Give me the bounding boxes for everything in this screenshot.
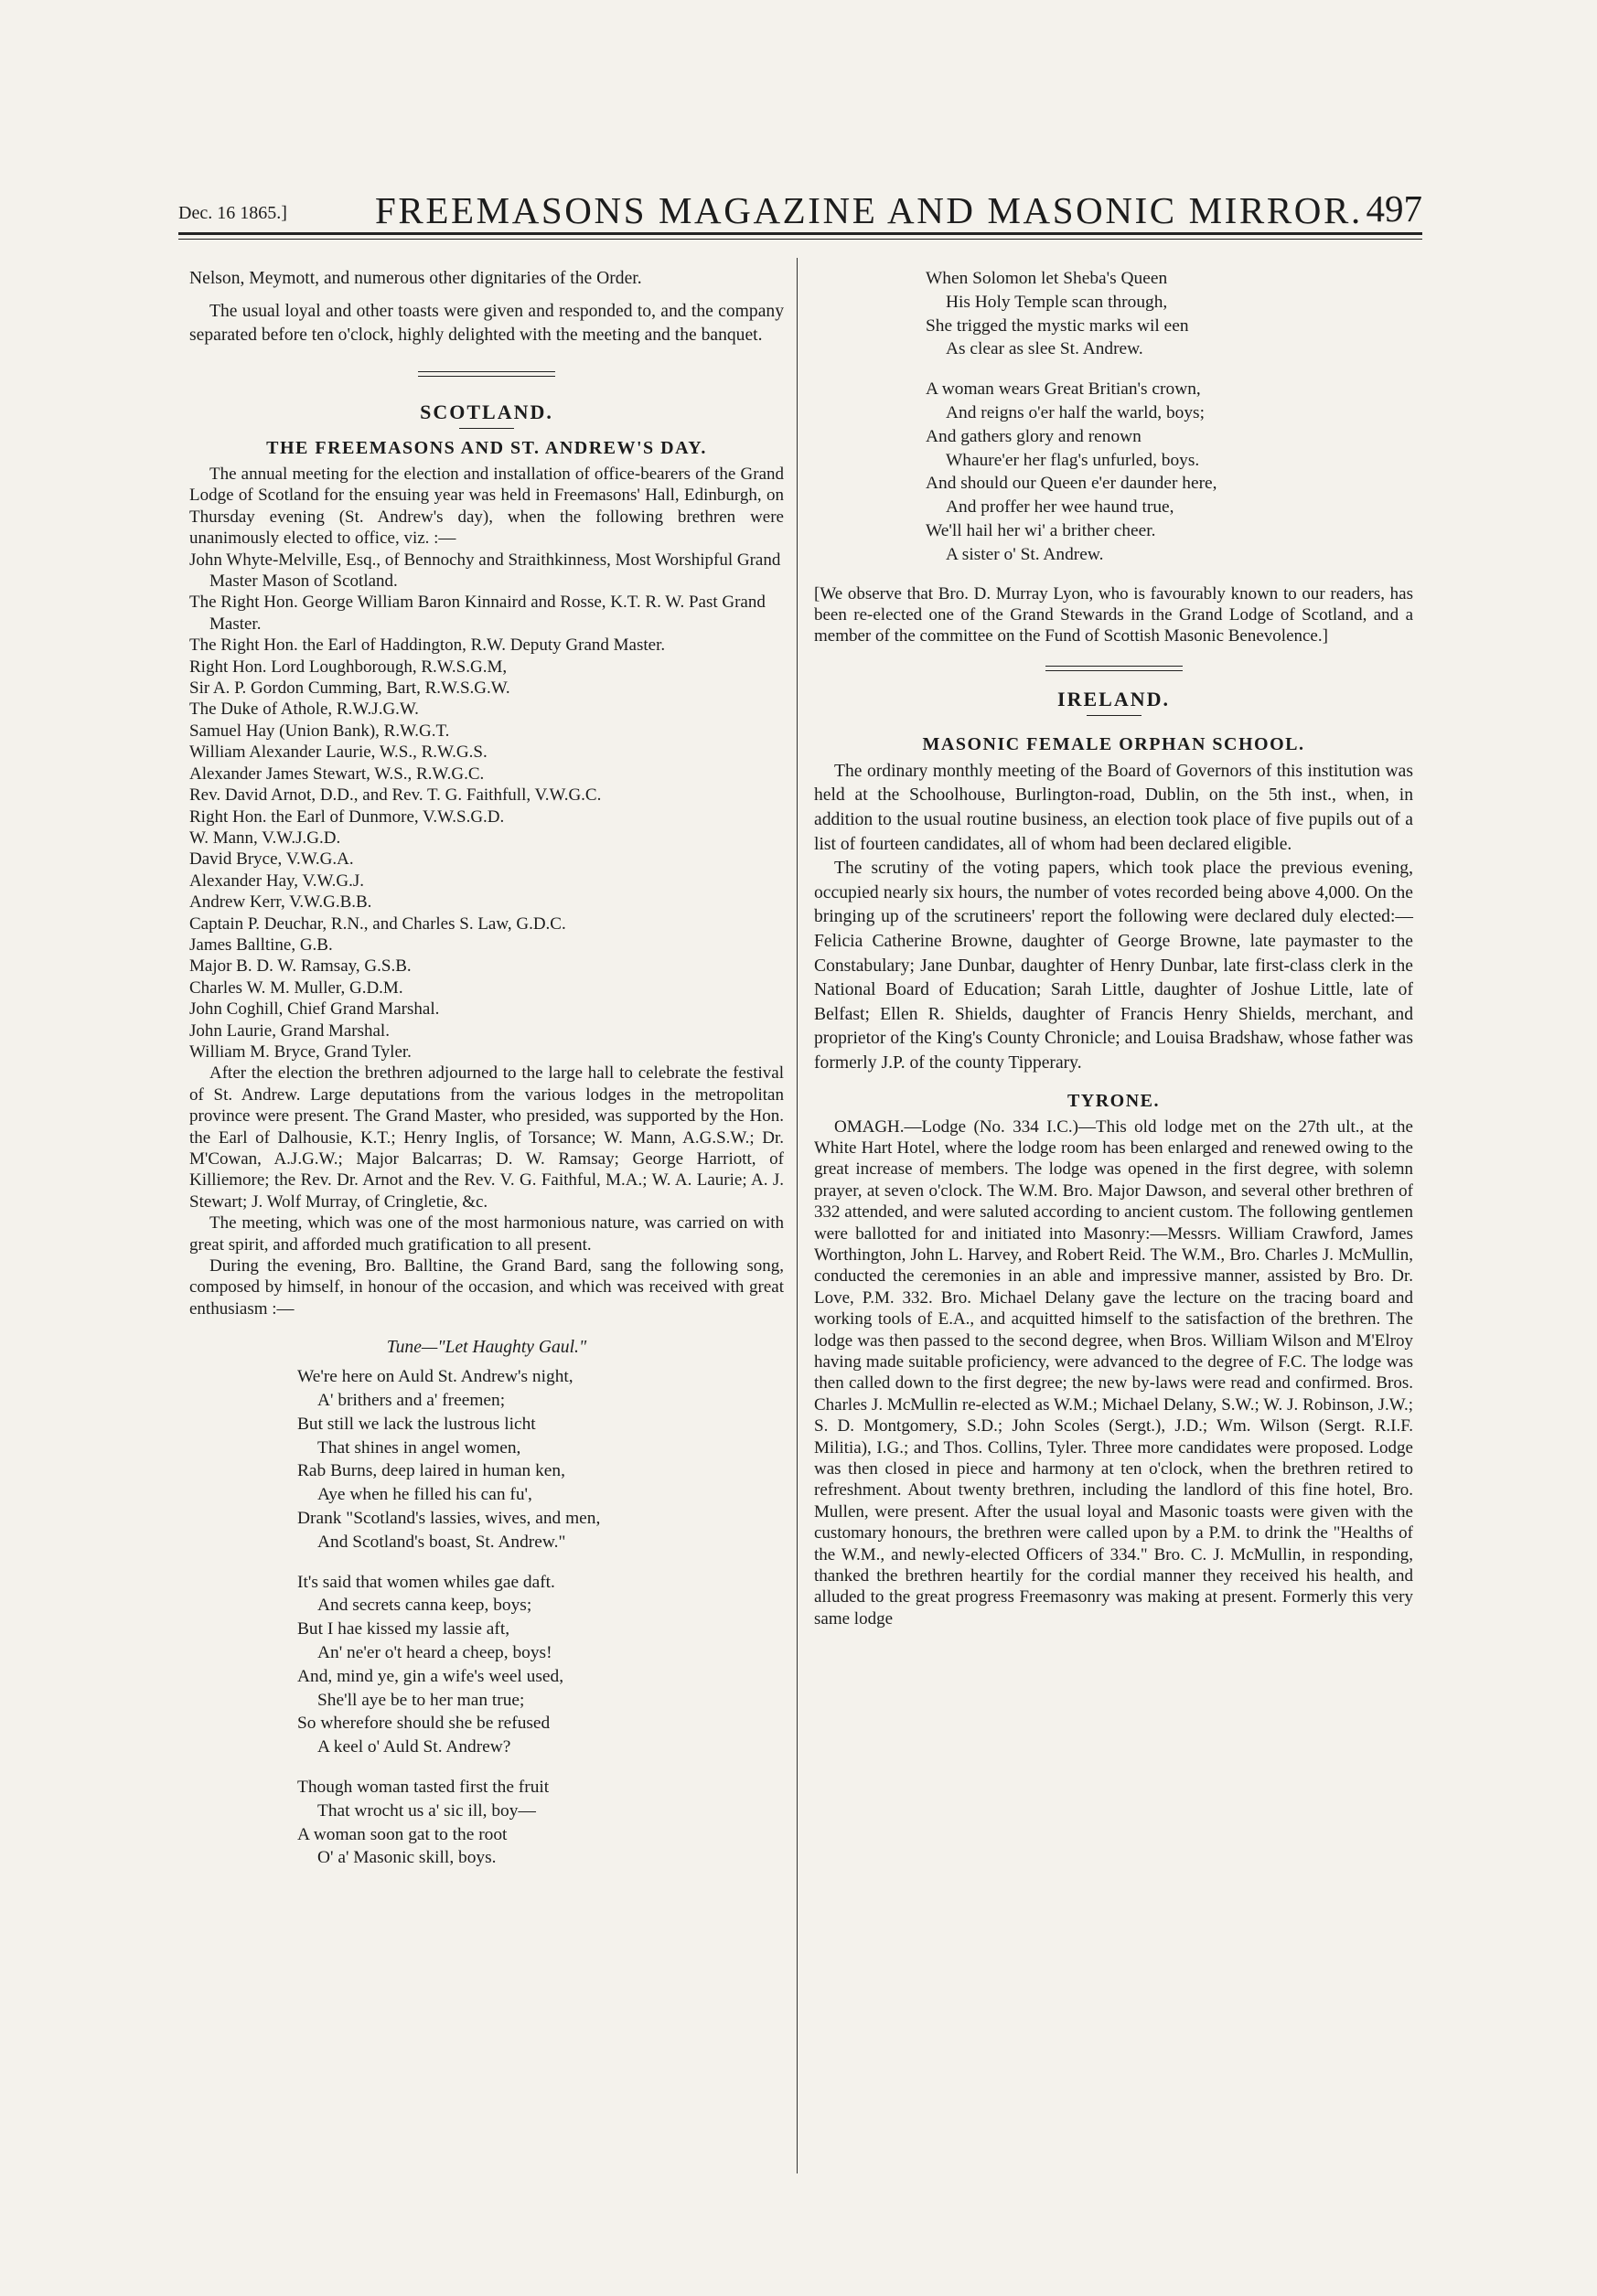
verse-line: Whaure'er her flag's unfurled, boys.: [946, 450, 1200, 470]
list-item: David Bryce, V.W.G.A.: [189, 849, 354, 870]
right-column: [814, 267, 1413, 1629]
left-column: [189, 267, 784, 1870]
verse-line: O' a' Masonic skill, boys.: [317, 1848, 497, 1868]
verse-line: We're here on Auld St. Andrew's night,: [297, 1367, 573, 1387]
song-stanza-5: [926, 378, 1413, 566]
article-subtitle-orphan-school: MASONIC FEMALE ORPHAN SCHOOL.: [922, 733, 1305, 754]
harmony-paragraph: The meeting, which was one of the most harmonious nature, was carried on with great spirit, and afforded much gratification to all present.: [189, 1213, 784, 1255]
title-rule: [459, 428, 514, 429]
list-item: The Right Hon. the Earl of Haddington, R.W. Deputy Grand Master.: [189, 635, 666, 656]
section-title-ireland: IRELAND.: [1057, 687, 1170, 710]
list-item: W. Mann, V.W.J.G.D.: [189, 828, 341, 848]
section-separator: [1045, 666, 1183, 671]
column-divider: [797, 258, 798, 2173]
title-rule: [1087, 715, 1141, 716]
list-item: Charles W. M. Muller, G.D.M.: [189, 977, 403, 998]
verse-line: When Solomon let Sheba's Queen: [926, 269, 1168, 288]
verse-line: We'll hail her wi' a brither cheer.: [926, 520, 1156, 540]
verse-line: As clear as slee St. Andrew.: [946, 339, 1143, 359]
verse-line: But I hae kissed my lassie aft,: [297, 1619, 510, 1639]
list-item: John Laurie, Grand Marshal.: [189, 1020, 390, 1041]
song-stanza-4: [926, 267, 1413, 361]
list-item: James Balltine, G.B.: [189, 934, 333, 955]
masthead-title: FREEMASONS MAGAZINE AND MASONIC MIRROR.: [375, 189, 1363, 231]
verse-line: A' brithers and a' freemen;: [317, 1391, 506, 1411]
song-intro-paragraph: During the evening, Bro. Balltine, the Grand Bard, sang the following song, composed by himself, in honour of the occasion, and which was received with great enthusiasm :—: [189, 1256, 784, 1319]
list-item: William M. Bryce, Grand Tyler.: [189, 1041, 412, 1062]
verse-line: She'll aye be to her man true;: [317, 1690, 525, 1710]
verse-line: That wrocht us a' sic ill, boy—: [317, 1800, 536, 1821]
verse-line: But still we lack the lustrous licht: [297, 1414, 536, 1434]
officers-list: [189, 550, 784, 1063]
song-stanza-2: [297, 1571, 784, 1759]
verse-line: Aye when he filled his can fu',: [317, 1485, 532, 1505]
ordinary-meeting-paragraph: The ordinary monthly meeting of the Board of Governors of this institution was held at the Schoolhouse, Burlington-road, Dublin, on the 5th inst., when, in addition to the usual routine business, an election took place of five pupils out of a list of fourteen candidates, all of whom had been declared eligible.: [814, 761, 1413, 854]
section-separator: [418, 371, 555, 377]
list-item: Andrew Kerr, V.W.G.B.B.: [189, 892, 372, 913]
issue-date: Dec. 16 1865.]: [178, 203, 287, 223]
page-number: 497: [1366, 187, 1422, 230]
header-rule-thin: [178, 239, 1422, 240]
verse-line: A woman wears Great Britian's crown,: [926, 379, 1201, 400]
verse-line: Rab Burns, deep laired in human ken,: [297, 1461, 565, 1481]
verse-line: And, mind ye, gin a wife's weel used,: [297, 1666, 564, 1686]
list-item: The Duke of Athole, R.W.J.G.W.: [189, 699, 419, 720]
list-item: Sir A. P. Gordon Cumming, Bart, R.W.S.G.W.: [189, 678, 510, 699]
verse-line: His Holy Temple scan through,: [946, 292, 1168, 312]
page-header: [178, 183, 1422, 229]
list-item: Samuel Hay (Union Bank), R.W.G.T.: [189, 721, 450, 741]
scrutiny-paragraph: The scrutiny of the voting papers, which took place the previous evening, occupied nearly six hours, the number of votes recorded being above 4,000. On the bringing up of the scrutineers' report the following were declared duly elected:— Felicia Catherine Browne, daughter of George Browne, late paymaster to the Constabulary; Jane Dunbar, daughter of Henry Dunbar, late first-class clerk in the National Board of Education; Sarah Little, daughter of Joshue Little, late of Belfast; Ellen R. Shields, daughter of Francis Henry Shields, merchant, and proprietor of the King's County Chronicle; and Louisa Bradshaw, whose father was formerly J.P. of the county Tipperary.: [814, 859, 1413, 1073]
editor-note: [We observe that Bro. D. Murray Lyon, who is favourably known to our readers, has been re-elected one of the Grand Stewards in the Grand Lodge of Scotland, and a member of the committee on the Fund of Scottish Masonic Benevolence.]: [814, 583, 1413, 646]
song-stanza-3: [297, 1776, 784, 1870]
verse-line: And reigns o'er half the warld, boys;: [946, 402, 1205, 422]
list-item: Right Hon. the Earl of Dunmore, V.W.S.G.D.: [189, 806, 505, 827]
verse-line: And secrets canna keep, boys;: [317, 1596, 532, 1616]
verse-line: A keel o' Auld St. Andrew?: [317, 1737, 511, 1757]
verse-line: An' ne'er o't heard a cheep, boys!: [317, 1643, 552, 1663]
omagh-lodge-paragraph: OMAGH.—Lodge (No. 334 I.C.)—This old lodge met on the 27th ult., at the White Hart Hotel, where the lodge room has been enlarged and renewed owing to the great increase of members. The lodge was opened in the first degree, with solemn prayer, at seven o'clock. The W.M. Bro. Major Dawson, and several other brethren of 332 attended, and were saluted according to ancient custom. The following gentlemen were ballotted for and initiated into Masonry:—Messrs. William Crawford, James Worthington, John L. Harvey, and Robert Reid. The W.M., Bro. Charles J. McMullin, conducted the ceremonies in an able and impressive manner, assisted by Bro. Dr. Love, P.M. 332. Bro. Michael Delany gave the lecture on the tracing board and working tools of E.A., and acquitted himself to the satisfaction of the brethren. The lodge was then passed to the second degree, when Bros. William Wilson and M'Elroy having made suitable proficiency, were advanced to the degree of F.C. The lodge was then called down to the first degree; the new by-laws were read and confirmed. Bros. Charles J. McMullin re-elected as W.M.; Michael Delany, S.W.; W. J. Robinson, J.W.; S. D. Montgomery, S.D.; John Scoles (Sergt.), J.D.; Wm. Wilson (Sergt. R.I.F. Militia), I.G.; and Thos. Collins, Tyler. Three more candidates were proposed. Lodge was then closed in piece and harmony at ten o'clock, when the brethren retired to refreshment. About twenty brethren, including the landlord of this fine hotel, Bro. Mullen, were present. After the usual loyal and Masonic toasts were given with the customary honours, the brethren were called upon by a P.M. to drink the "Healths of the W.M., and newly-elected Officers of 334." Bro. C. J. McMullin, in responding, thanked the brethren heartily for the cordial manner they received his health, and alluded to the great progress Freemasonry was making at present. Formerly this very same lodge: [814, 1116, 1413, 1629]
list-item: Rev. David Arnot, D.D., and Rev. T. G. Faithfull, V.W.G.C.: [189, 785, 602, 806]
verse-line: She trigged the mystic marks wil een: [926, 315, 1189, 336]
verse-line: And proffer her wee haund true,: [946, 497, 1174, 518]
intro-paragraph-1: Nelson, Meymott, and numerous other dignitaries of the Order.: [189, 269, 642, 288]
list-item: William Alexander Laurie, W.S., R.W.G.S.: [189, 742, 488, 763]
verse-line: Though woman tasted first the fruit: [297, 1778, 550, 1797]
header-rule: [178, 232, 1422, 235]
song-stanza-1: [297, 1365, 784, 1554]
list-item: Captain P. Deuchar, R.N., and Charles S. Law, G.D.C.: [189, 913, 566, 934]
article-subtitle: THE FREEMASONS AND ST. ANDREW'S DAY.: [266, 438, 707, 458]
list-item: Major B. D. W. Ramsay, G.S.B.: [189, 956, 412, 977]
verse-line: Drank "Scotland's lassies, wives, and men,: [297, 1509, 601, 1529]
verse-line: A woman soon gat to the root: [297, 1824, 508, 1844]
meeting-paragraph: The annual meeting for the election and installation of office-bearers of the Grand Lodge of Scotland for the ensuing year was held in Freemasons' Hall, Edinburgh, on Thursday evening (St. Andrew's day), when the following brethren were unanimously elected to office, viz. :—: [189, 465, 784, 549]
intro-paragraph-2: The usual loyal and other toasts were given and responded to, and the company separated before ten o'clock, highly delighted with the meeting and the banquet.: [189, 302, 784, 345]
after-election-paragraph: After the election the brethren adjourned to the large hall to celebrate the festival of St. Andrew. Large deputations from the various lodges in the metropolitan province were present. The Grand Master, who presided, was supported by the Hon. the Earl of Dalhousie, K.T.; Henry Inglis, of Torsance; W. Mann, A.G.S.W.; Dr. M'Cowan, A.J.G.W.; Major Balcarras; D. W. Ramsay; George Harriott, of Killiemore; the Rev. Dr. Arnot and the Rev. V. G. Faithful, M.A.; W. A. Laurie; A. J. Stewart; J. Wolf Murray, of Cringletie, &c.: [189, 1063, 784, 1212]
verse-line: That shines in angel women,: [317, 1437, 521, 1458]
list-item: Alexander Hay, V.W.G.J.: [189, 870, 365, 891]
song-tune: Tune—"Let Haughty Gaul.": [386, 1338, 587, 1358]
list-item: John Whyte-Melville, Esq., of Bennochy and Straithkinness, Most Worshipful Grand Master Mason of Scotland.: [189, 550, 781, 592]
section-title-tyrone: TYRONE.: [1066, 1090, 1161, 1111]
verse-line: And Scotland's boast, St. Andrew.": [317, 1532, 566, 1552]
verse-line: A sister o' St. Andrew.: [946, 544, 1104, 564]
list-item: John Coghill, Chief Grand Marshal.: [189, 999, 440, 1020]
list-item: Right Hon. Lord Loughborough, R.W.S.G.M,: [189, 657, 508, 677]
verse-line: And gathers glory and renown: [926, 426, 1141, 446]
list-item: Alexander James Stewart, W.S., R.W.G.C.: [189, 764, 485, 784]
list-item: The Right Hon. George William Baron Kinnaird and Rosse, K.T. R. W. Past Grand Master.: [189, 593, 766, 634]
section-title-scotland: SCOTLAND.: [420, 400, 553, 423]
verse-line: It's said that women whiles gae daft.: [297, 1572, 555, 1592]
verse-line: So wherefore should she be refused: [297, 1714, 551, 1734]
verse-line: And should our Queen e'er daunder here,: [926, 474, 1217, 494]
